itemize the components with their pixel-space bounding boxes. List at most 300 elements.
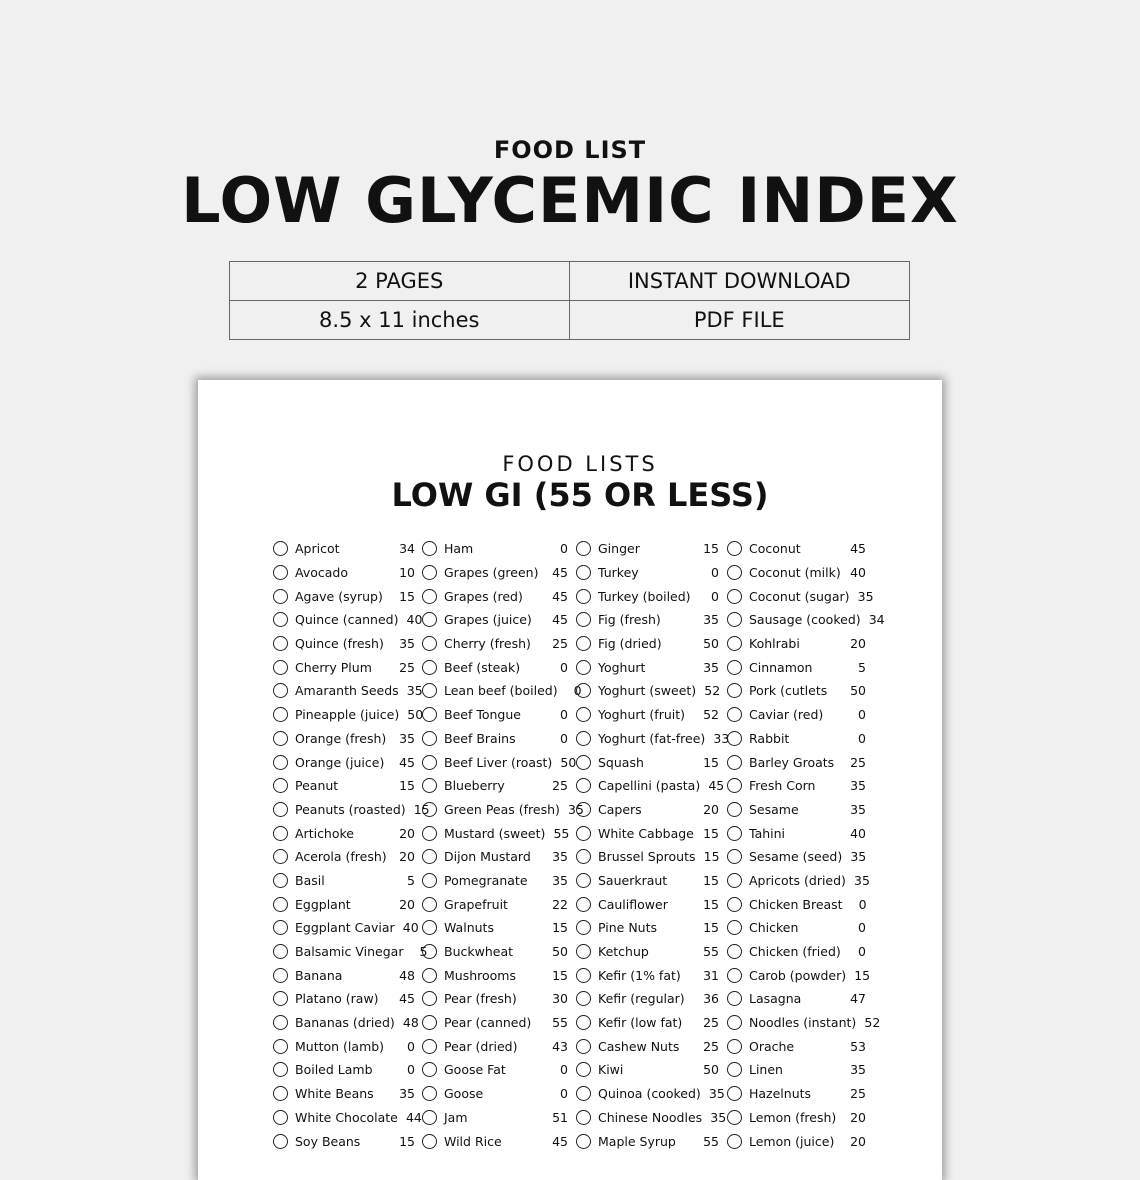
list-item	[727, 987, 866, 1011]
checkbox-circle[interactable]	[576, 1039, 591, 1054]
list-item	[422, 537, 568, 561]
gi-value: 0	[858, 730, 866, 746]
list-item	[422, 1034, 568, 1058]
checkbox-circle[interactable]	[576, 849, 591, 864]
list-item	[727, 561, 866, 585]
checkbox-circle[interactable]	[576, 683, 591, 698]
food-name: Sesame	[749, 801, 799, 817]
gi-value: 45	[708, 778, 725, 794]
checkbox-circle[interactable]	[422, 1086, 437, 1101]
checkbox-circle[interactable]	[576, 802, 591, 817]
food-name: Hazelnuts	[749, 1086, 812, 1102]
food-name: Barley Groats	[749, 754, 835, 770]
checkbox-circle[interactable]	[576, 612, 591, 627]
list-item	[727, 869, 870, 893]
checkbox-circle[interactable]	[576, 731, 591, 746]
checkbox-circle[interactable]	[273, 1134, 288, 1149]
list-item	[273, 584, 415, 608]
gi-value: 51	[552, 1109, 568, 1125]
gi-value: 55	[703, 1133, 719, 1149]
food-name: Maple Syrup	[598, 1133, 676, 1149]
food-name: Chicken Breast	[749, 896, 843, 912]
list-item	[273, 608, 423, 632]
list-item	[422, 584, 568, 608]
food-name: Pineapple (juice)	[295, 707, 400, 723]
list-item	[422, 798, 584, 822]
gi-value: 55	[552, 1015, 568, 1031]
info-pages: 2 PAGES	[230, 262, 570, 301]
info-format: PDF FILE	[693, 307, 785, 332]
food-name: Grapes (juice)	[444, 612, 532, 628]
food-name: Kiwi	[598, 1062, 624, 1078]
food-name: Pine Nuts	[598, 920, 658, 936]
checkbox-circle[interactable]	[576, 565, 591, 580]
checkbox-circle[interactable]	[422, 873, 437, 888]
checkbox-circle[interactable]	[273, 778, 288, 793]
list-item	[727, 727, 866, 751]
info-download: INSTANT DOWNLOAD	[570, 262, 910, 301]
checkbox-circle[interactable]	[727, 802, 742, 817]
gi-value: 44	[405, 1109, 422, 1125]
gi-value: 25	[703, 1038, 719, 1054]
gi-value: 15	[703, 754, 719, 770]
food-name: Cauliflower	[598, 896, 668, 912]
checkbox-circle[interactable]	[422, 826, 437, 841]
list-item	[727, 774, 866, 798]
gi-value: 20	[399, 825, 415, 841]
food-name: Sausage (cooked)	[749, 612, 861, 628]
list-item	[576, 608, 719, 632]
checkbox-circle[interactable]	[273, 755, 288, 770]
list-item	[273, 940, 428, 964]
list-item	[727, 1058, 866, 1082]
food-name: Grapes (green)	[444, 565, 539, 581]
list-item	[727, 537, 866, 561]
list-item	[576, 1129, 719, 1153]
checkbox-circle[interactable]	[576, 1110, 591, 1125]
checkbox-circle[interactable]	[273, 589, 288, 604]
list-item	[727, 798, 866, 822]
list-item	[273, 1106, 422, 1130]
gi-value: 45	[552, 588, 568, 604]
gi-value: 35	[854, 872, 870, 888]
list-item	[273, 537, 415, 561]
list-item	[273, 727, 415, 751]
list-item	[576, 869, 719, 893]
checkbox-circle[interactable]	[727, 660, 742, 675]
food-name: Squash	[598, 754, 644, 770]
checkbox-circle[interactable]	[727, 612, 742, 627]
gi-value: 40	[850, 825, 866, 841]
checkbox-circle[interactable]	[422, 636, 437, 651]
list-item	[273, 798, 430, 822]
list-item	[422, 750, 577, 774]
checkbox-circle[interactable]	[576, 778, 591, 793]
checkbox-circle[interactable]	[727, 1134, 742, 1149]
checkbox-circle[interactable]	[727, 968, 742, 983]
gi-value: 52	[864, 1015, 881, 1031]
checkbox-circle[interactable]	[576, 707, 591, 722]
food-name: Lean beef (boiled)	[444, 683, 558, 699]
checkbox-circle[interactable]	[273, 826, 288, 841]
gi-value: 15	[413, 801, 430, 817]
list-item	[273, 845, 415, 869]
list-item	[273, 750, 415, 774]
checkbox-circle[interactable]	[422, 991, 437, 1006]
checkbox-circle[interactable]	[422, 660, 437, 675]
food-name: Beef (steak)	[444, 659, 521, 675]
checkbox-circle[interactable]	[273, 636, 288, 651]
food-name: Peanuts (roasted)	[295, 801, 406, 817]
list-item	[576, 1106, 727, 1130]
checkbox-circle[interactable]	[273, 968, 288, 983]
checkbox-circle[interactable]	[727, 873, 742, 888]
food-name: Kohlrabi	[749, 636, 800, 652]
gi-value: 35	[710, 1109, 727, 1125]
food-name: Kefir (1% fat)	[598, 967, 681, 983]
checkbox-circle[interactable]	[727, 1110, 742, 1125]
gi-value: 15	[703, 896, 719, 912]
food-name: Fresh Corn	[749, 778, 816, 794]
checkbox-circle[interactable]	[576, 920, 591, 935]
gi-value: 48	[402, 1015, 419, 1031]
checkbox-circle[interactable]	[422, 968, 437, 983]
checkbox-circle[interactable]	[422, 802, 437, 817]
gi-value: 34	[399, 541, 415, 557]
checkbox-circle[interactable]	[727, 920, 742, 935]
checkbox-circle[interactable]	[273, 1062, 288, 1077]
food-column	[273, 537, 430, 1153]
list-item	[727, 821, 866, 845]
list-item	[576, 561, 719, 585]
list-item	[576, 584, 719, 608]
gi-value: 0	[407, 1062, 415, 1078]
food-name: Avocado	[295, 565, 348, 581]
checkbox-circle[interactable]	[273, 873, 288, 888]
food-name: Coconut (milk)	[749, 565, 841, 581]
food-name: Quince (canned)	[295, 612, 399, 628]
food-name: Ham	[444, 541, 474, 557]
checkbox-circle[interactable]	[727, 731, 742, 746]
list-item	[273, 655, 415, 679]
gi-value: 35	[708, 1086, 725, 1102]
list-item	[273, 869, 415, 893]
checkbox-circle[interactable]	[273, 541, 288, 556]
gi-value: 36	[703, 991, 719, 1007]
list-item	[273, 1129, 415, 1153]
checkbox-circle[interactable]	[273, 991, 288, 1006]
checkbox-circle[interactable]	[576, 1134, 591, 1149]
list-item	[273, 1082, 415, 1106]
list-item	[422, 561, 568, 585]
food-name: Blueberry	[444, 778, 505, 794]
checkbox-circle[interactable]	[422, 1134, 437, 1149]
food-name: Orange (juice)	[295, 754, 385, 770]
gi-value: 0	[858, 707, 866, 723]
food-name: Balsamic Vinegar	[295, 944, 404, 960]
gi-value: 15	[703, 849, 720, 865]
checkbox-circle[interactable]	[727, 1039, 742, 1054]
checkbox-circle[interactable]	[727, 1062, 742, 1077]
food-name: Boiled Lamb	[295, 1062, 373, 1078]
checkbox-circle[interactable]	[576, 944, 591, 959]
list-item	[273, 1034, 415, 1058]
food-name: Apricot	[295, 541, 340, 557]
gi-value: 15	[552, 920, 568, 936]
checkbox-circle[interactable]	[422, 707, 437, 722]
gi-value: 45	[552, 1133, 568, 1149]
checkbox-circle[interactable]	[727, 683, 742, 698]
list-item	[422, 1058, 568, 1082]
gi-value: 35	[552, 849, 568, 865]
food-name: Mushrooms	[444, 967, 516, 983]
food-name: Pear (canned)	[444, 1015, 532, 1031]
sheet-title: LOW GI (55 OR LESS)	[391, 476, 769, 514]
food-name: White Chocolate	[295, 1109, 398, 1125]
list-item	[727, 940, 866, 964]
food-name: Acerola (fresh)	[295, 849, 387, 865]
gi-value: 45	[399, 754, 415, 770]
list-item	[727, 892, 866, 916]
list-item	[422, 608, 568, 632]
list-item	[727, 632, 866, 656]
food-name: Pear (dried)	[444, 1038, 518, 1054]
food-name: Sesame (seed)	[749, 849, 843, 865]
gi-value: 0	[711, 565, 719, 581]
food-name: Quince (fresh)	[295, 636, 384, 652]
gi-value: 55	[553, 825, 570, 841]
checkbox-circle[interactable]	[422, 683, 437, 698]
gi-value: 40	[406, 612, 423, 628]
food-name: Sauerkraut	[598, 872, 668, 888]
food-name: Chicken	[749, 920, 799, 936]
list-item	[727, 963, 871, 987]
gi-value: 0	[560, 707, 568, 723]
list-item	[576, 1034, 719, 1058]
checkbox-circle[interactable]	[576, 991, 591, 1006]
checkbox-circle[interactable]	[273, 731, 288, 746]
list-item	[727, 1129, 866, 1153]
gi-value: 0	[560, 730, 568, 746]
checkbox-circle[interactable]	[422, 1015, 437, 1030]
list-item	[576, 727, 730, 751]
gi-value: 0	[858, 920, 866, 936]
checkbox-circle[interactable]	[727, 565, 742, 580]
food-name: Agave (syrup)	[295, 588, 383, 604]
checkbox-circle[interactable]	[727, 589, 742, 604]
gi-value: 50	[560, 754, 577, 770]
checkbox-circle[interactable]	[422, 1039, 437, 1054]
list-item	[576, 537, 719, 561]
checkbox-circle[interactable]	[422, 612, 437, 627]
checkbox-circle[interactable]	[422, 589, 437, 604]
checkbox-circle[interactable]	[273, 920, 288, 935]
gi-value: 25	[552, 636, 568, 652]
food-name: Mustard (sweet)	[444, 825, 546, 841]
list-item	[576, 916, 719, 940]
gi-value: 45	[552, 612, 568, 628]
checkbox-circle[interactable]	[422, 731, 437, 746]
checkbox-circle[interactable]	[273, 944, 288, 959]
gi-value: 0	[573, 683, 582, 699]
checkbox-circle[interactable]	[576, 589, 591, 604]
checkbox-circle[interactable]	[273, 897, 288, 912]
checkbox-circle[interactable]	[727, 707, 742, 722]
food-name: Fig (fresh)	[598, 612, 661, 628]
food-name: Capellini (pasta)	[598, 778, 701, 794]
checkbox-circle[interactable]	[273, 1015, 288, 1030]
gi-value: 35	[399, 730, 415, 746]
checkbox-circle[interactable]	[422, 897, 437, 912]
food-name: Cinnamon	[749, 659, 813, 675]
checkbox-circle[interactable]	[422, 541, 437, 556]
checkbox-circle[interactable]	[727, 944, 742, 959]
food-name: Ketchup	[598, 944, 649, 960]
food-column	[576, 537, 730, 1153]
checkbox-circle[interactable]	[576, 873, 591, 888]
checkbox-circle[interactable]	[422, 565, 437, 580]
gi-value: 25	[850, 1086, 866, 1102]
checkbox-circle[interactable]	[273, 707, 288, 722]
checkbox-circle[interactable]	[576, 1086, 591, 1101]
checkbox-circle[interactable]	[727, 755, 742, 770]
checkbox-circle[interactable]	[576, 1015, 591, 1030]
list-item	[576, 1058, 719, 1082]
food-name: Grapefruit	[444, 896, 508, 912]
list-item	[576, 655, 719, 679]
checkbox-circle[interactable]	[273, 849, 288, 864]
gi-value: 0	[711, 588, 719, 604]
checkbox-circle[interactable]	[727, 778, 742, 793]
checkbox-circle[interactable]	[422, 755, 437, 770]
checkbox-circle[interactable]	[422, 944, 437, 959]
food-name: Cherry Plum	[295, 659, 372, 675]
checkbox-circle[interactable]	[727, 826, 742, 841]
food-name: Walnuts	[444, 920, 494, 936]
checkbox-circle[interactable]	[727, 1015, 742, 1030]
list-item	[576, 1082, 725, 1106]
checkbox-circle[interactable]	[576, 826, 591, 841]
gi-value: 50	[703, 1062, 719, 1078]
gi-value: 25	[703, 1015, 719, 1031]
checkbox-circle[interactable]	[576, 541, 591, 556]
gi-value: 35	[552, 872, 568, 888]
food-name: Yoghurt (fat-free)	[598, 730, 706, 746]
checkbox-circle[interactable]	[273, 612, 288, 627]
checkbox-circle[interactable]	[576, 968, 591, 983]
gi-value: 35	[399, 636, 415, 652]
food-name: Chicken (fried)	[749, 944, 841, 960]
checkbox-circle[interactable]	[422, 849, 437, 864]
food-name: Tahini	[749, 825, 786, 841]
checkbox-circle[interactable]	[273, 802, 288, 817]
gi-value: 55	[703, 944, 719, 960]
list-item	[727, 1034, 866, 1058]
info-size: 8.5 x 11 inches	[230, 301, 570, 340]
gi-value: 35	[406, 683, 423, 699]
list-item	[422, 727, 568, 751]
list-item	[273, 703, 424, 727]
gi-value: 0	[858, 896, 867, 912]
gi-value: 0	[560, 659, 568, 675]
checkbox-circle[interactable]	[273, 1086, 288, 1101]
food-name: Carob (powder)	[749, 967, 847, 983]
gi-value: 20	[850, 1109, 866, 1125]
food-name: Coconut	[749, 541, 801, 557]
gi-value: 45	[850, 541, 866, 557]
checkbox-circle[interactable]	[422, 778, 437, 793]
checkbox-circle[interactable]	[576, 897, 591, 912]
checkbox-circle[interactable]	[727, 1086, 742, 1101]
checkbox-circle[interactable]	[576, 660, 591, 675]
gi-value: 40	[402, 920, 419, 936]
checkbox-circle[interactable]	[422, 1110, 437, 1125]
gi-value: 10	[399, 565, 415, 581]
checkbox-circle[interactable]	[727, 636, 742, 651]
gi-value: 50	[552, 944, 568, 960]
list-item	[273, 963, 415, 987]
gi-value: 50	[850, 683, 866, 699]
food-name: Orache	[749, 1038, 795, 1054]
checkbox-circle[interactable]	[576, 1062, 591, 1077]
food-name: Noodles (instant)	[749, 1015, 857, 1031]
checkbox-circle[interactable]	[727, 849, 742, 864]
food-name: Jam	[444, 1109, 468, 1125]
food-name: Grapes (red)	[444, 588, 523, 604]
checkbox-circle[interactable]	[273, 1110, 288, 1125]
list-item	[576, 821, 719, 845]
gi-value: 0	[858, 944, 866, 960]
checkbox-circle[interactable]	[727, 897, 742, 912]
checkbox-circle[interactable]	[273, 1039, 288, 1054]
food-name: Caviar (red)	[749, 707, 824, 723]
checkbox-circle[interactable]	[273, 565, 288, 580]
checkbox-circle[interactable]	[422, 920, 437, 935]
food-name: Rabbit	[749, 730, 790, 746]
list-item	[576, 750, 719, 774]
gi-value: 20	[850, 636, 866, 652]
food-name: Ginger	[598, 541, 640, 557]
gi-value: 5	[858, 659, 866, 675]
checkbox-circle[interactable]	[422, 1062, 437, 1077]
gi-value: 53	[850, 1038, 866, 1054]
list-item	[422, 963, 568, 987]
checkbox-circle[interactable]	[576, 755, 591, 770]
food-name: Mutton (lamb)	[295, 1038, 385, 1054]
list-item	[422, 987, 568, 1011]
gi-value: 35	[703, 612, 719, 628]
list-item	[422, 703, 568, 727]
header-kicker: FOOD LIST	[493, 136, 647, 164]
food-name: Banana	[295, 967, 343, 983]
gi-value: 0	[560, 1062, 568, 1078]
checkbox-circle[interactable]	[273, 683, 288, 698]
gi-value: 25	[552, 778, 568, 794]
list-item	[273, 774, 415, 798]
product-info-table	[229, 261, 910, 340]
gi-value: 52	[704, 683, 721, 699]
food-name: Cashew Nuts	[598, 1038, 680, 1054]
checkbox-circle[interactable]	[576, 636, 591, 651]
gi-value: 45	[552, 565, 568, 581]
gi-value: 35	[850, 1062, 866, 1078]
food-name: Dijon Mustard	[444, 849, 531, 865]
checkbox-circle[interactable]	[273, 660, 288, 675]
list-item	[422, 1106, 568, 1130]
checkbox-circle[interactable]	[727, 541, 742, 556]
checkbox-circle[interactable]	[727, 991, 742, 1006]
gi-value: 35	[399, 1086, 415, 1102]
